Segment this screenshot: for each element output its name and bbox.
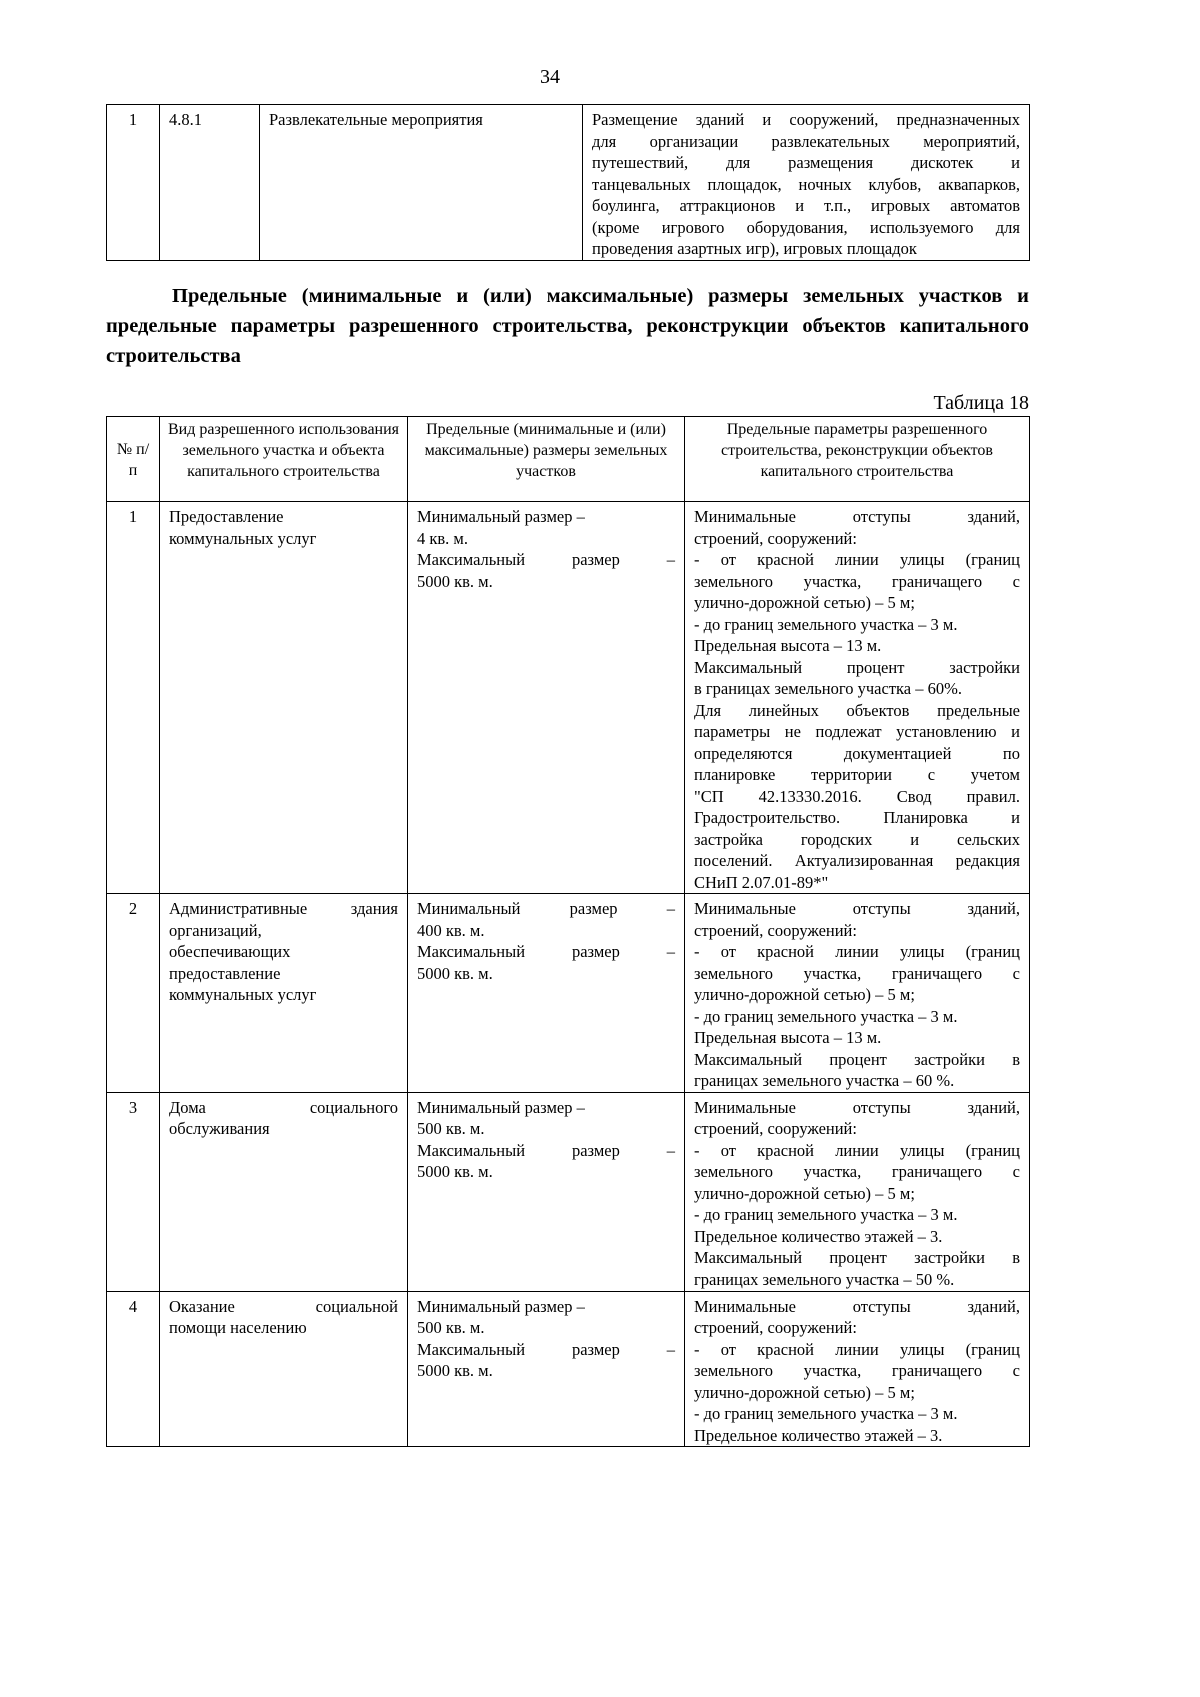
text-line: Оказание социальной	[169, 1296, 398, 1316]
text-line: 500 кв. м.	[417, 1318, 485, 1337]
text-line: Максимальный размер –	[417, 942, 675, 961]
column-header-plot-sizes: Предельные (минимальные и (или) максимальные) размеры земельных участков	[408, 417, 685, 502]
text-line: - от красной линии улицы (границ	[694, 550, 1020, 569]
top-table	[106, 104, 1030, 261]
text-line: Максимальный процент застройки в	[694, 1049, 1020, 1069]
construction-params-cell	[685, 894, 1030, 1093]
text-line: улично-дорожной сетью) – 5 м;	[694, 593, 915, 612]
section-heading: Предельные (минимальные и (или) максимальные) размеры земельных участков и предельные параметры разрешенного строительства, реконструкции объектов капитального строительства	[106, 285, 1029, 367]
table-row	[107, 1092, 1030, 1291]
parameters-table	[106, 416, 1030, 1447]
text-line: боулинга, аттракционов и т.п., игровых автоматов	[592, 196, 1020, 215]
text-line: улично-дорожной сетью) – 5 м;	[694, 985, 915, 1004]
use-type-description	[583, 105, 1030, 261]
column-header-use-type: Вид разрешенного использования земельного участка и объекта капитального строительства	[160, 417, 408, 502]
row-number: 2	[107, 894, 160, 1093]
text-line: Для линейных объектов предельные	[694, 700, 1020, 720]
text-line: земельного участка, граничащего с	[694, 571, 1020, 591]
text-line: обеспечивающих	[169, 942, 291, 961]
text-line: - до границ земельного участка – 3 м.	[694, 1205, 958, 1224]
text-line: - от красной линии улицы (границ	[694, 1339, 1020, 1359]
text-line: - до границ земельного участка – 3 м.	[694, 1006, 958, 1026]
text-line: - до границ земельного участка – 3 м.	[694, 1404, 958, 1423]
plot-size-cell	[408, 502, 685, 894]
text-line: 5000 кв. м.	[417, 1361, 493, 1380]
text-line: земельного участка, граничащего с	[694, 1162, 1020, 1181]
text-line: земельного участка, граничащего с	[694, 1361, 1020, 1380]
text-line: "СП 42.13330.2016. Свод правил.	[694, 786, 1020, 806]
row-number: 4	[107, 1291, 160, 1447]
text-line: 400 кв. м.	[417, 920, 485, 940]
text-line: Минимальные отступы зданий,	[694, 1097, 1020, 1117]
plot-size-cell	[408, 894, 685, 1093]
text-line: 5000 кв. м.	[417, 1162, 493, 1181]
column-header-number: № п/п	[107, 417, 160, 502]
text-line: обслуживания	[169, 1119, 270, 1138]
text-line: застройка городских и сельских	[694, 829, 1020, 849]
text-line: Минимальные отступы зданий,	[694, 899, 1020, 918]
text-line: 5000 кв. м.	[417, 571, 493, 591]
text-line: Минимальные отступы зданий,	[694, 1296, 1020, 1316]
plot-size-cell	[408, 1291, 685, 1447]
text-line: - до границ земельного участка – 3 м.	[694, 614, 958, 634]
text-line: коммунальных услуг	[169, 528, 317, 548]
use-type-cell	[160, 894, 408, 1093]
text-line: Максимальный процент застройки в	[694, 1248, 1020, 1267]
text-line: Административные здания	[169, 899, 398, 918]
text-line: Предельное количество этажей – 3.	[694, 1425, 943, 1445]
text-line: границах земельного участка – 50 %.	[694, 1269, 955, 1289]
text-line: земельного участка, граничащего с	[694, 963, 1020, 983]
text-line: Минимальный размер –	[417, 507, 585, 526]
text-line: проведения азартных игр), игровых площадок	[592, 239, 917, 258]
text-line: планировке территории с учетом	[694, 765, 1020, 784]
text-line: улично-дорожной сетью) – 5 м;	[694, 1382, 915, 1402]
construction-params-cell	[685, 502, 1030, 894]
table-header-row	[107, 417, 1030, 502]
text-line: помощи населению	[169, 1318, 307, 1337]
use-type-cell	[160, 1092, 408, 1291]
text-line: параметры не подлежат установлению и	[694, 722, 1020, 741]
table-caption: Таблица 18	[933, 392, 1029, 414]
text-line: границах земельного участка – 60 %.	[694, 1071, 955, 1090]
text-line: Градостроительство. Планировка и	[694, 808, 1020, 827]
text-line: предоставление	[169, 963, 281, 983]
text-line: для организации развлекательных мероприятий,	[592, 131, 1020, 151]
plot-size-cell	[408, 1092, 685, 1291]
text-line: 5000 кв. м.	[417, 963, 493, 983]
text-line: Максимальный размер –	[417, 1140, 675, 1160]
text-line: Предельная высота – 13 м.	[694, 1028, 882, 1047]
text-line: - от красной линии улицы (границ	[694, 1140, 1020, 1160]
text-line: строений, сооружений:	[694, 920, 857, 940]
text-line: строений, сооружений:	[694, 528, 857, 548]
text-line: Предоставление	[169, 507, 284, 526]
text-line: Предельная высота – 13 м.	[694, 636, 882, 655]
text-line: организаций,	[169, 920, 262, 940]
construction-params-cell	[685, 1291, 1030, 1447]
text-line: (кроме игрового оборудования, используемого для	[592, 217, 1020, 237]
table-row	[107, 894, 1030, 1093]
text-line: улично-дорожной сетью) – 5 м;	[694, 1183, 915, 1203]
text-line: Минимальный размер –	[417, 1097, 585, 1117]
text-line: строений, сооружений:	[694, 1318, 857, 1337]
text-line: Максимальный размер –	[417, 1339, 675, 1359]
text-line: путешествий, для размещения дискотек и	[592, 153, 1020, 172]
use-type-name: Развлекательные мероприятия	[260, 105, 583, 261]
table-row	[107, 1291, 1030, 1447]
table-row	[107, 105, 1030, 261]
text-line: поселений. Актуализированная редакция	[694, 851, 1020, 870]
table-row	[107, 502, 1030, 894]
text-line: 500 кв. м.	[417, 1119, 485, 1138]
row-number: 3	[107, 1092, 160, 1291]
text-line: Дома социального	[169, 1097, 398, 1117]
text-line: танцевальных площадок, ночных клубов, аквапарков,	[592, 174, 1020, 194]
text-line: Максимальный размер –	[417, 550, 675, 569]
row-number: 1	[107, 105, 160, 261]
text-line: коммунальных услуг	[169, 985, 317, 1004]
text-line: СНиП 2.07.01-89*"	[694, 872, 829, 892]
text-line: Минимальный размер –	[417, 1296, 585, 1316]
text-line: Предельное количество этажей – 3.	[694, 1226, 943, 1246]
page-number: 34	[540, 66, 560, 88]
text-line: Размещение зданий и сооружений, предназначенных	[592, 110, 1020, 129]
use-type-cell	[160, 1291, 408, 1447]
text-line: 4 кв. м.	[417, 528, 468, 548]
row-number: 1	[107, 502, 160, 894]
text-line: - от красной линии улицы (границ	[694, 942, 1020, 961]
text-line: Минимальный размер –	[417, 899, 675, 918]
text-line: Максимальный процент застройки	[694, 657, 1020, 677]
construction-params-cell	[685, 1092, 1030, 1291]
text-line: строений, сооружений:	[694, 1119, 857, 1138]
classification-code: 4.8.1	[160, 105, 260, 261]
column-header-construction-params: Предельные параметры разрешенного строительства, реконструкции объектов капитального строительства	[685, 417, 1030, 502]
use-type-cell	[160, 502, 408, 894]
text-line: в границах земельного участка – 60%.	[694, 679, 962, 698]
text-line: Минимальные отступы зданий,	[694, 507, 1020, 526]
text-line: определяются документацией по	[694, 743, 1020, 763]
